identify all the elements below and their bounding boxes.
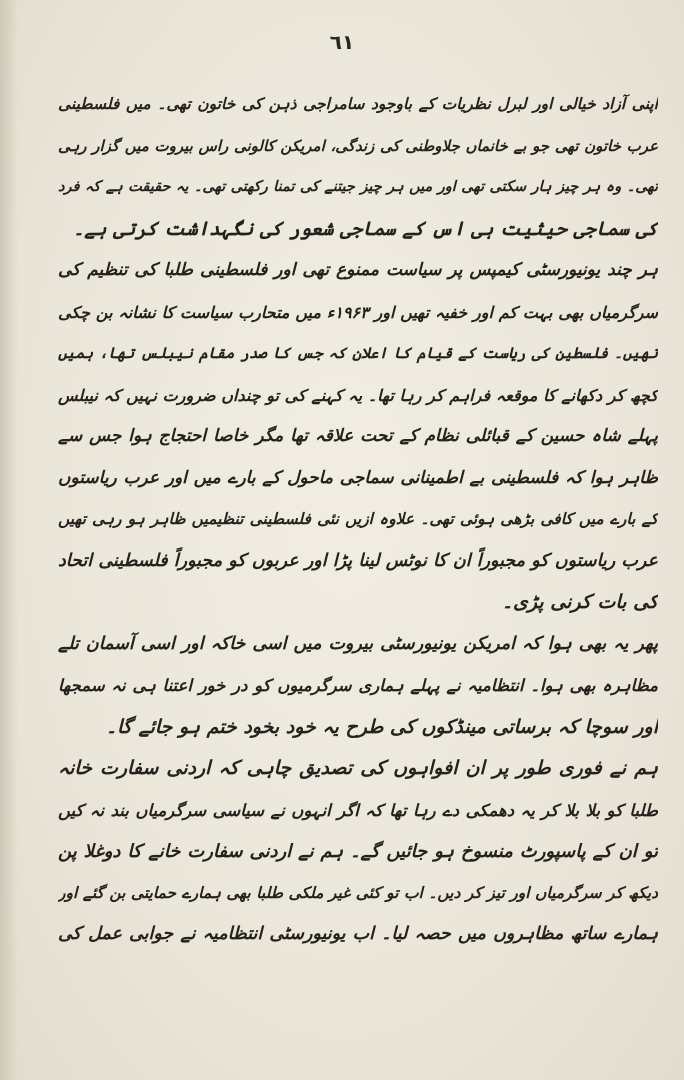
body-text: [58, 84, 658, 956]
text-line: طلبا کو بلا بلا کر یہ دھمکی دے رہا تھا کہ اگر انہوں نے سیاسی سرگرمیاں بند نہ کیں: [58, 800, 658, 820]
text-line: ہر چند یونیورسٹی کیمپس پر سیاست ممنوع تھی اور فلسطینی طلبا کی تنظیم کی: [58, 260, 658, 280]
text-line: کی بات کرنی پڑی۔: [501, 591, 658, 613]
page-number: ٦١: [329, 30, 355, 54]
text-line: عرب خاتون تھی جو بے خانماں جلاوطنی کی زندگی، امریکن کالونی راس بیروت میں گزار رہی: [58, 136, 658, 155]
text-line: ظاہر ہوا کہ فلسطینی بے اطمینانی سماجی ماحول کے بارے میں اور عرب ریاستوں: [58, 467, 658, 488]
text-line: تو ان کے پاسپورٹ منسوخ ہو جائیں گے۔ ہم نے اردنی سفارت خانے کا دوغلا پن: [58, 841, 658, 862]
text-line: کی سماجی حیثیت ہی اس کے سماجی شعور کی نگہداشت کرتی ہے۔: [73, 217, 658, 240]
text-line: کے بارے میں کافی بڑھی ہوئی تھی۔ علاوہ ازیں نئی فلسطینی تنظیمیں ظاہر ہو رہی تھیں: [58, 510, 658, 528]
text-line: تھیں۔ فلسطین کی ریاست کے قیام کا اعلان کہ جس کا صدر مقام نیبلس تھا، ہمیں: [58, 344, 658, 362]
text-line: مظاہرہ بھی ہوا۔ انتظامیہ نے پہلے ہماری سرگرمیوں کو در خور اعتنا ہی نہ سمجھا: [58, 676, 658, 695]
page-binding-shadow: [0, 0, 18, 1080]
text-line: ہمارے ساتھ مظاہروں میں حصہ لیا۔ اب یونیورسٹی انتظامیہ نے جوابی عمل کی: [58, 924, 658, 944]
text-line: عرب ریاستوں کو مجبوراً ان کا نوٹس لینا پڑا اور عربوں کو مجبوراً فلسطینی اتحاد: [58, 550, 658, 571]
text-line: ہم نے فوری طور پر ان افواہوں کی تصدیق چاہی کہ اردنی سفارت خانہ: [58, 757, 658, 779]
text-line: سرگرمیاں بھی بہت کم اور خفیہ تھیں اور ۱۹۶۳ء میں متحارب سیاست کا نشانہ بن چکی: [58, 302, 658, 322]
text-line: تھی۔ وہ ہر چیز ہار سکتی تھی اور میں ہر چیز جیتنے کی تمنا رکھتی تھی۔ یہ حقیقت ہے کہ فرد: [58, 179, 658, 195]
text-line: اور سوچا کہ برساتی مینڈکوں کی طرح یہ خود بخود ختم ہو جائے گا۔: [105, 715, 658, 738]
text-line: پہلے شاہ حسین کے قبائلی نظام کے تحت علاقہ تھا مگر خاصا احتجاج ہوا جس سے: [58, 426, 658, 446]
text-line: اپنی آزاد خیالی اور لبرل نظریات کے باوجود سامراجی ذہن کی خاتون تھی۔ میں فلسطینی: [58, 95, 658, 113]
text-line: دیکھ کر سرگرمیاں اور تیز کر دیں۔ اب تو کئی غیر ملکی طلبا بھی ہمارے حمایتی بن گئے اور: [58, 883, 658, 902]
text-line: پھر یہ بھی ہوا کہ امریکن یونیورسٹی بیروت میں اسی خاکہ اور اسی آسمان تلے: [58, 633, 658, 654]
text-line: کچھ کر دکھانے کا موقعہ فراہم کر رہا تھا۔ یہ کہنے کی تو چنداں ضرورت نہیں کہ نیبلس: [58, 385, 658, 405]
